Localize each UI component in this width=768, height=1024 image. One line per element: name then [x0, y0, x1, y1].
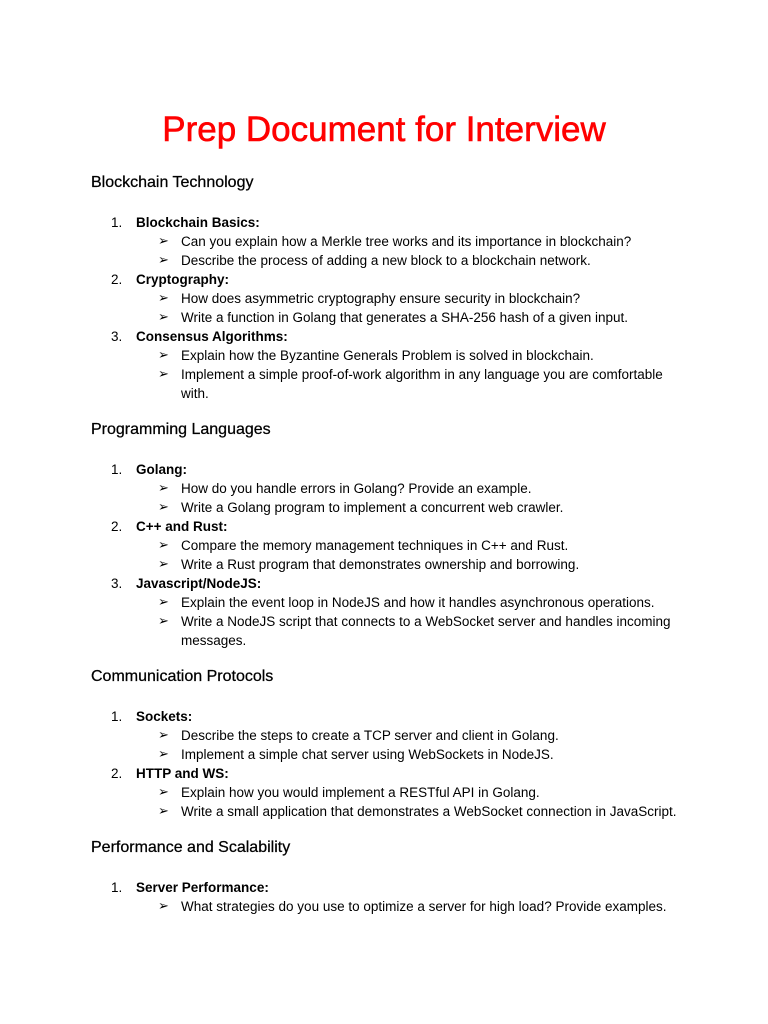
item-number: 1.	[111, 462, 123, 477]
section	[91, 836, 691, 916]
bullet-list	[136, 783, 691, 821]
bullet-item	[136, 289, 686, 308]
bullet-text: Describe the steps to create a TCP server and client in Golang.	[181, 728, 559, 743]
arrow-bullet-icon: ➢	[158, 557, 169, 572]
arrow-bullet-icon: ➢	[158, 500, 169, 515]
section-heading: Programming Languages	[91, 421, 271, 438]
item-label: C++ and Rust:	[136, 519, 228, 534]
bullet-text: Implement a simple proof-of-work algorithm in any language you are comfortable with.	[181, 367, 663, 401]
bullet-item	[136, 346, 686, 365]
section	[91, 171, 691, 403]
arrow-bullet-icon: ➢	[158, 348, 169, 363]
bullet-text: How does asymmetric cryptography ensure security in blockchain?	[181, 291, 581, 306]
item-label: HTTP and WS:	[136, 766, 229, 781]
list-item	[91, 764, 691, 821]
arrow-bullet-icon: ➢	[158, 234, 169, 249]
bullet-list	[136, 593, 691, 650]
list-item	[91, 327, 691, 403]
list-item	[91, 270, 691, 327]
arrow-bullet-icon: ➢	[158, 614, 169, 629]
bullet-text: How do you handle errors in Golang? Provide an example.	[181, 481, 532, 496]
numbered-list	[91, 213, 691, 403]
list-item	[91, 878, 691, 916]
item-label: Blockchain Basics:	[136, 215, 260, 230]
bullet-text: What strategies do you use to optimize a server for high load? Provide examples.	[181, 899, 667, 914]
arrow-bullet-icon: ➢	[158, 367, 169, 382]
arrow-bullet-icon: ➢	[158, 747, 169, 762]
item-number: 2.	[111, 766, 123, 781]
document-title: Prep Document for Interview	[162, 110, 606, 149]
item-label: Server Performance:	[136, 880, 269, 895]
arrow-bullet-icon: ➢	[158, 899, 169, 914]
numbered-list	[91, 707, 691, 821]
arrow-bullet-icon: ➢	[158, 595, 169, 610]
arrow-bullet-icon: ➢	[158, 785, 169, 800]
section	[91, 665, 691, 821]
bullet-item	[136, 365, 686, 403]
item-number: 2.	[111, 272, 123, 287]
bullet-list	[136, 479, 691, 517]
item-number: 1.	[111, 709, 123, 724]
bullet-item	[136, 593, 686, 612]
item-label: Sockets:	[136, 709, 193, 724]
list-item	[91, 707, 691, 764]
bullet-item	[136, 232, 686, 251]
bullet-text: Explain the event loop in NodeJS and how it handles asynchronous operations.	[181, 595, 655, 610]
item-number: 1.	[111, 215, 123, 230]
numbered-list	[91, 878, 691, 916]
section-heading: Communication Protocols	[91, 668, 274, 685]
item-number: 3.	[111, 329, 123, 344]
item-number: 3.	[111, 576, 123, 591]
list-item	[91, 213, 691, 270]
bullet-list	[136, 726, 691, 764]
item-number: 2.	[111, 519, 123, 534]
bullet-item	[136, 308, 686, 327]
document-body	[91, 171, 691, 916]
bullet-text: Describe the process of adding a new block to a blockchain network.	[181, 253, 591, 268]
bullet-text: Write a NodeJS script that connects to a WebSocket server and handles incoming messages.	[181, 614, 671, 648]
numbered-list	[91, 460, 691, 650]
bullet-item	[136, 536, 686, 555]
list-item	[91, 517, 691, 574]
arrow-bullet-icon: ➢	[158, 291, 169, 306]
bullet-list	[136, 232, 691, 270]
item-label: Cryptography:	[136, 272, 230, 287]
arrow-bullet-icon: ➢	[158, 538, 169, 553]
bullet-item	[136, 745, 686, 764]
arrow-bullet-icon: ➢	[158, 253, 169, 268]
list-item	[91, 460, 691, 517]
item-label: Consensus Algorithms:	[136, 329, 288, 344]
section	[91, 418, 691, 650]
arrow-bullet-icon: ➢	[158, 804, 169, 819]
list-item	[91, 574, 691, 650]
bullet-item	[136, 802, 686, 821]
bullet-text: Explain how the Byzantine Generals Problem is solved in blockchain.	[181, 348, 594, 363]
bullet-text: Compare the memory management techniques in C++ and Rust.	[181, 538, 569, 553]
bullet-list	[136, 289, 691, 327]
item-label: Golang:	[136, 462, 187, 477]
bullet-text: Write a Golang program to implement a concurrent web crawler.	[181, 500, 564, 515]
bullet-text: Can you explain how a Merkle tree works and its importance in blockchain?	[181, 234, 632, 249]
item-label: Javascript/NodeJS:	[136, 576, 262, 591]
arrow-bullet-icon: ➢	[158, 310, 169, 325]
bullet-list	[136, 897, 691, 916]
bullet-item	[136, 479, 686, 498]
bullet-item	[136, 726, 686, 745]
bullet-list	[136, 346, 691, 403]
bullet-item	[136, 498, 686, 517]
bullet-item	[136, 251, 686, 270]
section-heading: Performance and Scalability	[91, 839, 291, 856]
bullet-item	[136, 555, 686, 574]
bullet-list	[136, 536, 691, 574]
item-number: 1.	[111, 880, 123, 895]
bullet-text: Implement a simple chat server using WebSockets in NodeJS.	[181, 747, 554, 762]
section-heading: Blockchain Technology	[91, 174, 254, 191]
bullet-item	[136, 897, 686, 916]
bullet-item	[136, 783, 686, 802]
bullet-item	[136, 612, 686, 650]
bullet-text: Write a function in Golang that generates a SHA-256 hash of a given input.	[181, 310, 629, 325]
bullet-text: Write a Rust program that demonstrates ownership and borrowing.	[181, 557, 580, 572]
bullet-text: Write a small application that demonstrates a WebSocket connection in JavaScript.	[181, 804, 677, 819]
arrow-bullet-icon: ➢	[158, 481, 169, 496]
arrow-bullet-icon: ➢	[158, 728, 169, 743]
bullet-text: Explain how you would implement a RESTful API in Golang.	[181, 785, 540, 800]
